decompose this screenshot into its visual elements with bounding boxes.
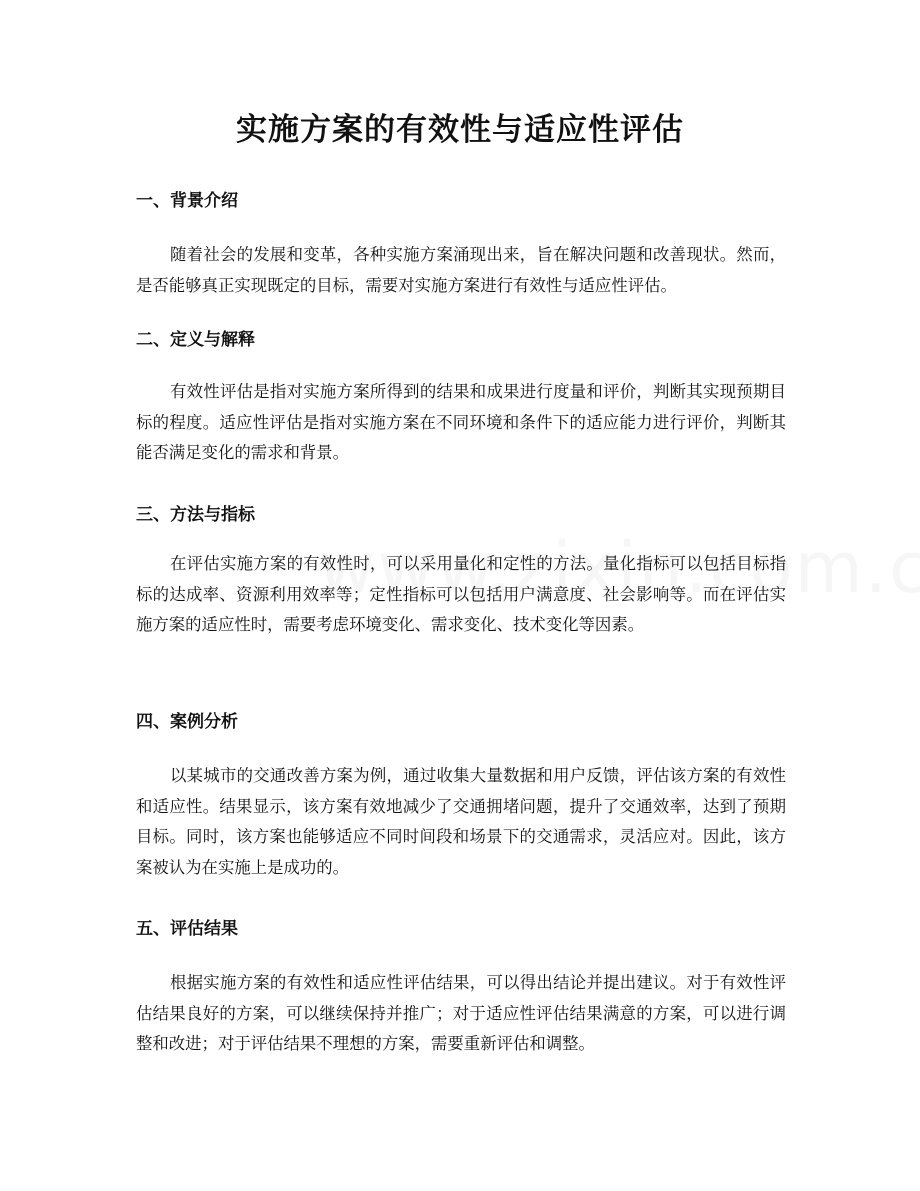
section-body-case-study: 以某城市的交通改善方案为例，通过收集大量数据和用户反馈，评估该方案的有效性和适应性。结果显示，该方案有效地减少了交通拥堵问题，提升了交通效率，达到了预期目标。同时，该方案也能够适应不同时间段和场景下的交通需求，灵活应对。因此，该方案被认为在实施上是成功的。	[136, 766, 786, 877]
section-body-definition: 有效性评估是指对实施方案所得到的结果和成果进行度量和评价，判断其实现预期目标的程度。适应性评估是指对实施方案在不同环境和条件下的适应能力进行评价，判断其能否满足变化的需求和背景。	[136, 382, 786, 462]
section-heading-definition: 二、定义与解释	[136, 330, 255, 350]
section-heading-case-study: 四、案例分析	[136, 712, 238, 732]
section-body-results: 根据实施方案的有效性和适应性评估结果，可以得出结论并提出建议。对于有效性评估结果良好的方案，可以继续保持并推广；对于适应性评估结果满意的方案，可以进行调整和改进；对于评估结果不理想的方案，需要重新评估和调整。	[136, 973, 786, 1053]
section-body-methods: 在评估实施方案的有效性时，可以采用量化和定性的方法。量化指标可以包括目标指标的达成率、资源利用效率等；定性指标可以包括用户满意度、社会影响等。而在评估实施方案的适应性时，需要考虑环境变化、需求变化、技术变化等因素。	[136, 554, 786, 634]
section-heading-methods: 三、方法与指标	[136, 505, 255, 525]
section-heading-background: 一、背景介绍	[136, 191, 238, 211]
section-body-background: 随着社会的发展和变革，各种实施方案涌现出来，旨在解决问题和改善现状。然而，是否能够真正实现既定的目标，需要对实施方案进行有效性与适应性评估。	[136, 245, 786, 295]
document-title: 实施方案的有效性与适应性评估	[236, 112, 684, 148]
section-heading-results: 五、评估结果	[136, 919, 238, 939]
